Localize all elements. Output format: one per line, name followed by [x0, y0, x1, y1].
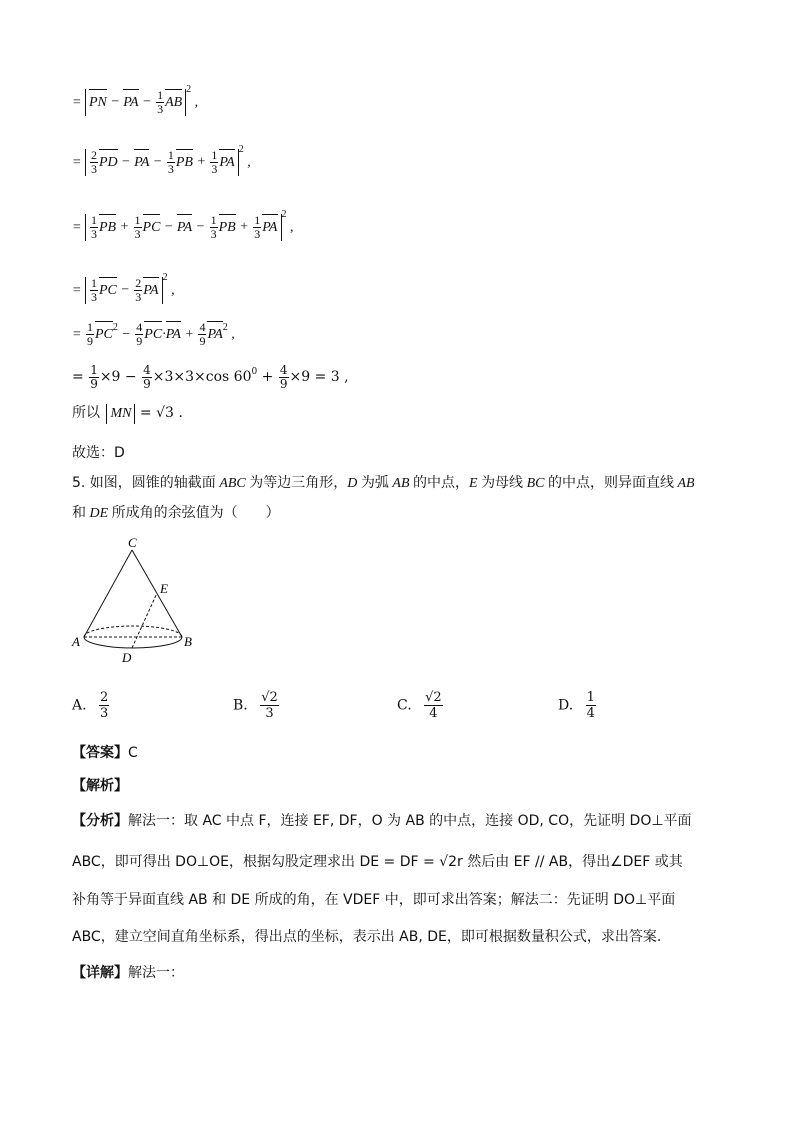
- option-a[interactable]: A. $\frac{2}{3}$: [72, 690, 109, 721]
- option-d[interactable]: D. $\frac{1}{4}$: [558, 690, 595, 721]
- equation-line-6: = $\frac{1}{9}$ ×9 − $\frac{4}{9}$ ×3×3×cos $60^0$ + $\frac{4}{9}$ ×9 = 3 ,: [72, 362, 349, 391]
- question-5-line-1: 5. 如图，圆锥的轴截面 ABC 为等边三角形，D 为弧 AB 的中点，E 为母线 BC 的中点，则异面直线 AB: [72, 475, 695, 491]
- analysis-line-1: 【分析】解法一：取 AC 中点 F，连接 EF, DF，O 为 AB 的中点，连接 OD, CO，先证明 DO⊥平面: [72, 813, 692, 829]
- option-b[interactable]: B. $\frac{√2}{3}$: [233, 690, 278, 721]
- option-c[interactable]: C. $\frac{√2}{4}$: [397, 690, 442, 721]
- detail-line: 【详解】解法一：: [72, 965, 184, 981]
- analysis-line-4: ABC，建立空间直角坐标系，得出点的坐标，表示出 AB, DE，即可根据数量积公式，求出答案.: [72, 929, 662, 945]
- conclusion-line: 所以 MN = √3 .: [72, 403, 183, 424]
- cone-figure: [66, 532, 206, 667]
- equation-line-3: = $\frac{1}{3}$ PB + $\frac{1}{3}$ PC − PA − $\frac{1}{3}$ PB + $\frac{1}{3}$ $PA^2$ ,: [72, 209, 294, 242]
- equation-line-4: = $\frac{1}{3}$ PC − $\frac{2}{3}$ $PA^2$ ,: [72, 272, 175, 305]
- answer-line: 【答案】C: [72, 745, 138, 761]
- equation-line-2: = $\frac{2}{3}$ PD − PA − $\frac{1}{3}$ PB + $\frac{1}{3}$ $PA^2$ ,: [72, 144, 251, 177]
- label-c: C: [128, 535, 137, 550]
- label-a: A: [72, 634, 80, 649]
- question-5-line-2: 和 DE 所成角的余弦值为（ ）: [72, 505, 280, 521]
- equation-line-1: = PN − PA − $\frac{1}{3}$ $AB^2$ ,: [72, 84, 199, 117]
- choice-line: 故选：D: [72, 445, 125, 461]
- analysis-line-2: ABC，即可得出 DO⊥OE，根据勾股定理求出 DE = DF = √2r 然后由 EF // AB，得出∠DEF 或其: [72, 854, 683, 870]
- analysis-heading: 【解析】: [72, 778, 128, 794]
- equation-line-5: = $\frac{1}{9}$ $PC^2$ − $\frac{4}{9}$ PC·PA + $\frac{4}{9}$ $PA^2$ ,: [72, 320, 235, 349]
- label-b: B: [184, 634, 192, 649]
- label-e: E: [160, 581, 168, 596]
- analysis-line-3: 补角等于异面直线 AB 和 DE 所成的角，在 VDEF 中，即可求出答案；解法二：先证明 DO⊥平面: [72, 892, 676, 908]
- label-d: D: [122, 650, 132, 665]
